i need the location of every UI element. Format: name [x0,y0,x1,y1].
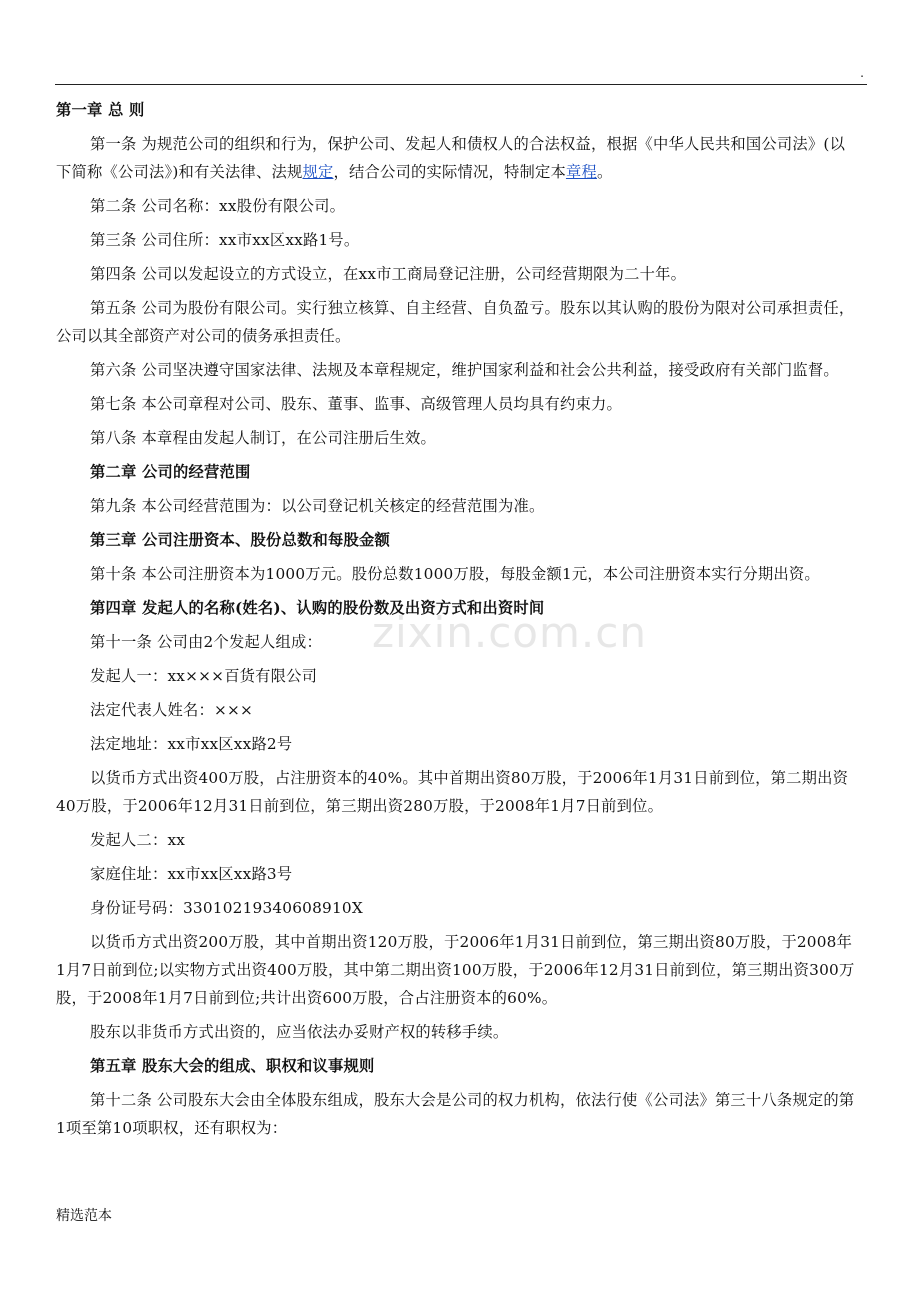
article-8: 第八条 本章程由发起人制订，在公司注册后生效。 [90,429,436,447]
chapter-heading-4: 第四章 发起人的名称(姓名)、认购的股份数及出资方式和出资时间 [90,599,545,617]
promoter-1-contribution: 以货币方式出资400万股，占注册资本的40%。其中首期出资80万股，于2006年1月31日前到位，第二期出资40万股，于2006年12月31日前到位，第三期出资280万股，于2008年1月7日前到位。 [56,769,849,815]
article-6: 第六条 公司坚决遵守国家法律、法规及本章程规定，维护国家利益和社会公共利益，接受政府有关部门监督。 [90,361,839,379]
article-10: 第十条 本公司注册资本为1000万元。股份总数1000万股，每股金额1元，本公司注册资本实行分期出资。 [90,565,820,583]
article-3: 第三条 公司住所：xx市xx区xx路1号。 [90,231,360,249]
non-monetary-contribution-note: 股东以非货币方式出资的，应当依法办妥财产权的转移手续。 [90,1023,509,1041]
header-mark: . [860,66,864,80]
watermark: zixin.com.cn [372,608,647,657]
chapter-heading-1: 第一章 总 则 [56,101,145,119]
document-body [56,96,860,1142]
charter-link[interactable]: 章程 [565,163,597,181]
article-4: 第四条 公司以发起设立的方式设立，在xx市工商局登记注册，公司经营期限为二十年。 [90,265,687,283]
article-9: 第九条 本公司经营范围为：以公司登记机关核定的经营范围为准。 [90,497,545,515]
chapter-heading-5: 第五章 股东大会的组成、职权和议事规则 [90,1057,375,1075]
article-2: 第二条 公司名称：xx股份有限公司。 [90,197,346,215]
chapter-heading-3: 第三章 公司注册资本、股份总数和每股金额 [90,531,390,549]
promoter-1-address: 法定地址：xx市xx区xx路2号 [90,735,293,753]
promoter-2-address: 家庭住址：xx市xx区xx路3号 [90,865,293,883]
article-1 [56,130,860,186]
article-5: 第五条 公司为股份有限公司。实行独立核算、自主经营、自负盈亏。股东以其认购的股份为限对公司承担责任，公司以其全部资产对公司的债务承担责任。 [56,299,855,345]
promoter-1-name: 发起人一：xx×××百货有限公司 [90,667,318,685]
promoter-2-name: 发起人二：xx [90,831,186,849]
article-11: 第十一条 公司由2个发起人组成： [90,633,322,651]
article-1-text-c: 。 [596,163,613,181]
regulation-link[interactable]: 规定 [302,163,334,181]
article-1-text-a: 第一条 为规范公司的组织和行为，保护公司、发起人和债权人的合法权益，根据《中华人民共和国公司法》(以下简称《公司法》)和有关法律、法规 [56,135,846,181]
article-12: 第十二条 公司股东大会由全体股东组成，股东大会是公司的权力机构，依法行使《公司法》第三十八条规定的第1项至第10项职权，还有职权为： [56,1091,855,1137]
promoter-1-representative: 法定代表人姓名：××× [90,701,254,719]
footer-label: 精选范本 [56,1208,112,1224]
promoter-2-contribution: 以货币方式出资200万股，其中首期出资120万股，于2006年1月31日前到位，第三期出资80万股，于2008年1月7日前到位;以实物方式出资400万股，其中第二期出资100万股，于2006年12月31日前到位，第三期出资300万股，于2008年1月7日前到位;共计出资600万股，合占注册资本的60%。 [56,933,855,1007]
chapter-heading-2: 第二章 公司的经营范围 [90,463,251,481]
promoter-2-id-number: 身份证号码：33010219340608910X [90,899,363,917]
article-7: 第七条 本公司章程对公司、股东、董事、监事、高级管理人员均具有约束力。 [90,395,622,413]
article-1-text-b: ，结合公司的实际情况，特制定本 [333,163,566,181]
header-rule [55,84,867,85]
